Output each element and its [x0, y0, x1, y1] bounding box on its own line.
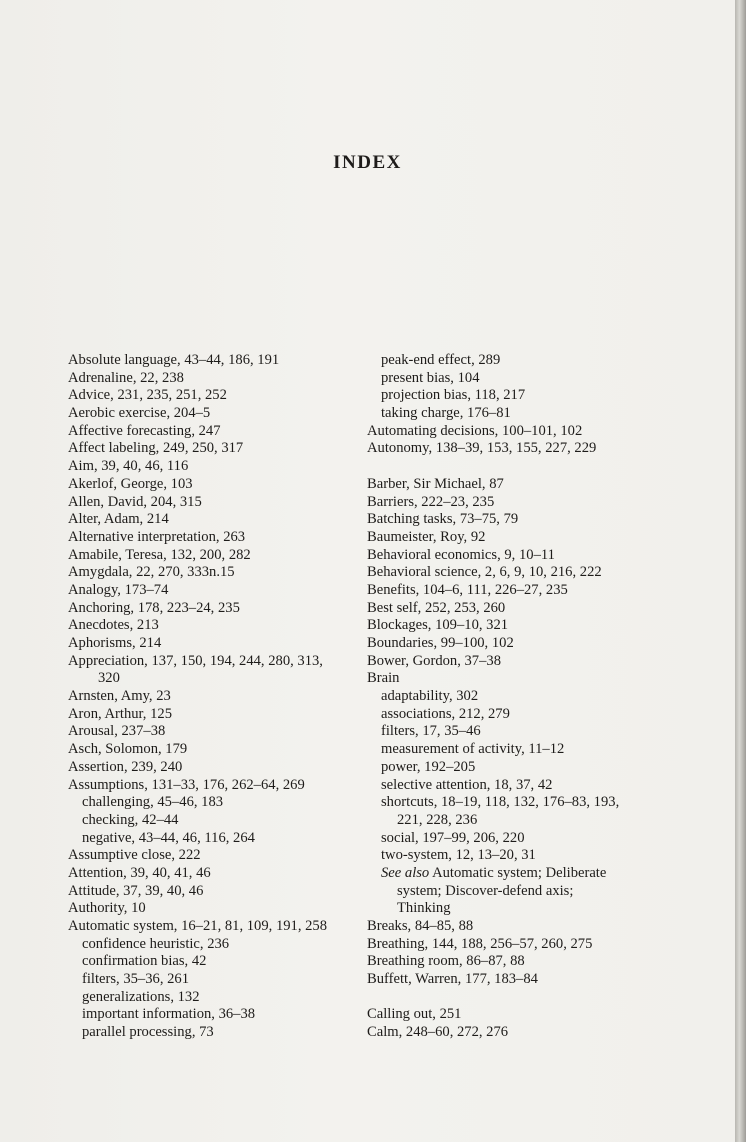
index-entry: Absolute language, 43–44, 186, 191 [68, 352, 280, 368]
index-entry: Calm, 248–60, 272, 276 [367, 1024, 509, 1041]
index-entry: Asch, Solomon, 179 [68, 741, 188, 758]
index-subentry [367, 865, 667, 883]
index-entry: Barriers, 222–23, 235 [367, 493, 495, 510]
index-entry: Behavioral science, 2, 6, 9, 10, 216, 222 [367, 564, 602, 581]
index-entry: Affect labeling, 249, 250, 317 [68, 440, 244, 457]
index-column-left [68, 352, 368, 1042]
index-subentry: challenging, 45–46, 183 [82, 794, 224, 811]
index-entry: Allen, David, 204, 315 [68, 493, 202, 510]
index-entry: Anecdotes, 213 [68, 617, 159, 634]
index-subentry: parallel processing, 73 [82, 1024, 214, 1041]
index-subentry: associations, 212, 279 [381, 705, 510, 722]
index-entry: Akerlof, George, 103 [68, 475, 193, 492]
index-subentry: measurement of activity, 11–12 [381, 741, 565, 758]
index-subentry: present bias, 104 [381, 369, 480, 386]
index-entry: Aron, Arthur, 125 [68, 705, 172, 722]
index-subentry: social, 197–99, 206, 220 [381, 829, 525, 846]
index-continuation: 221, 228, 236 [397, 811, 478, 828]
see-also-label: See also [381, 864, 430, 881]
index-subentry: filters, 17, 35–46 [381, 723, 481, 740]
index-subentry: negative, 43–44, 46, 116, 264 [82, 829, 255, 846]
index-entry: Attitude, 37, 39, 40, 46 [68, 882, 204, 899]
index-entry: Assumptions, 131–33, 176, 262–64, 269 [68, 776, 305, 793]
index-entry: Breathing room, 86–87, 88 [367, 953, 525, 970]
index-entry: Breaks, 84–85, 88 [367, 918, 474, 934]
index-entry: Automating decisions, 100–101, 102 [367, 422, 583, 439]
see-also-targets: Automatic system; Deliberate [429, 864, 607, 881]
index-entry: Assertion, 239, 240 [68, 758, 183, 775]
index-entry: Adrenaline, 22, 238 [68, 369, 184, 386]
index-continuation: Thinking [397, 900, 451, 917]
index-subentry: peak-end effect, 289 [381, 352, 501, 368]
index-subentry: two-system, 12, 13–20, 31 [381, 847, 536, 864]
index-gap [367, 989, 667, 1007]
index-entry: Anchoring, 178, 223–24, 235 [68, 599, 240, 616]
index-continuation: 320 [98, 670, 120, 687]
index-subentry: shortcuts, 18–19, 118, 132, 176–83, 193, [381, 794, 620, 811]
index-entry: Benefits, 104–6, 111, 226–27, 235 [367, 581, 568, 598]
index-entry: Barber, Sir Michael, 87 [367, 475, 504, 492]
index-subentry: important information, 36–38 [82, 1006, 256, 1023]
index-entry: Bower, Gordon, 37–38 [367, 652, 501, 669]
index-entry: Baumeister, Roy, 92 [367, 528, 486, 545]
index-entry: Affective forecasting, 247 [68, 422, 221, 439]
index-entry: Breathing, 144, 188, 256–57, 260, 275 [367, 935, 593, 952]
index-entry: Aerobic exercise, 204–5 [68, 405, 211, 422]
index-entry: Boundaries, 99–100, 102 [367, 635, 514, 651]
index-entry: Assumptive close, 222 [68, 847, 201, 864]
index-column-right [367, 352, 667, 1042]
index-entry: Advice, 231, 235, 251, 252 [68, 387, 227, 404]
index-subentry: generalizations, 132 [82, 988, 200, 1005]
index-entry: Arousal, 237–38 [68, 723, 166, 740]
index-entry: Aim, 39, 40, 46, 116 [68, 458, 189, 475]
index-subentry: confirmation bias, 42 [82, 953, 207, 970]
index-subentry: taking charge, 176–81 [381, 405, 511, 422]
index-entry: Aphorisms, 214 [68, 635, 162, 651]
index-subentry: power, 192–205 [381, 758, 476, 775]
index-entry: Behavioral economics, 9, 10–11 [367, 546, 555, 563]
index-entry: Best self, 252, 253, 260 [367, 599, 506, 616]
index-entry: Amabile, Teresa, 132, 200, 282 [68, 546, 251, 563]
index-entry: Batching tasks, 73–75, 79 [367, 511, 519, 528]
index-subentry: adaptability, 302 [381, 688, 479, 705]
index-entry: Alternative interpretation, 263 [68, 528, 246, 545]
index-entry: Autonomy, 138–39, 153, 155, 227, 229 [367, 440, 597, 457]
index-subentry: projection bias, 118, 217 [381, 387, 526, 404]
index-subentry: selective attention, 18, 37, 42 [381, 776, 553, 793]
index-entry: Blockages, 109–10, 321 [367, 617, 509, 634]
index-entry: Alter, Adam, 214 [68, 511, 169, 528]
index-entry: Amygdala, 22, 270, 333n.15 [68, 564, 235, 581]
index-entry: Calling out, 251 [367, 1006, 462, 1023]
index-entry: Attention, 39, 40, 41, 46 [68, 864, 211, 881]
index-entry: Authority, 10 [68, 900, 146, 917]
index-subentry: filters, 35–36, 261 [82, 971, 190, 988]
index-subentry: confidence heuristic, 236 [82, 935, 230, 952]
index-gap [367, 458, 667, 476]
index-entry: Brain [367, 670, 400, 687]
index-entry: Analogy, 173–74 [68, 581, 169, 598]
index-entry: Appreciation, 137, 150, 194, 244, 280, 313, [68, 652, 323, 669]
index-continuation: system; Discover-defend axis; [397, 882, 574, 899]
page-edge [735, 0, 746, 1142]
index-entry: Arnsten, Amy, 23 [68, 688, 171, 705]
page-title: INDEX [333, 151, 402, 173]
index-entry: Buffett, Warren, 177, 183–84 [367, 971, 538, 988]
index-entry: Automatic system, 16–21, 81, 109, 191, 258 [68, 918, 328, 934]
index-subentry: checking, 42–44 [82, 811, 179, 828]
